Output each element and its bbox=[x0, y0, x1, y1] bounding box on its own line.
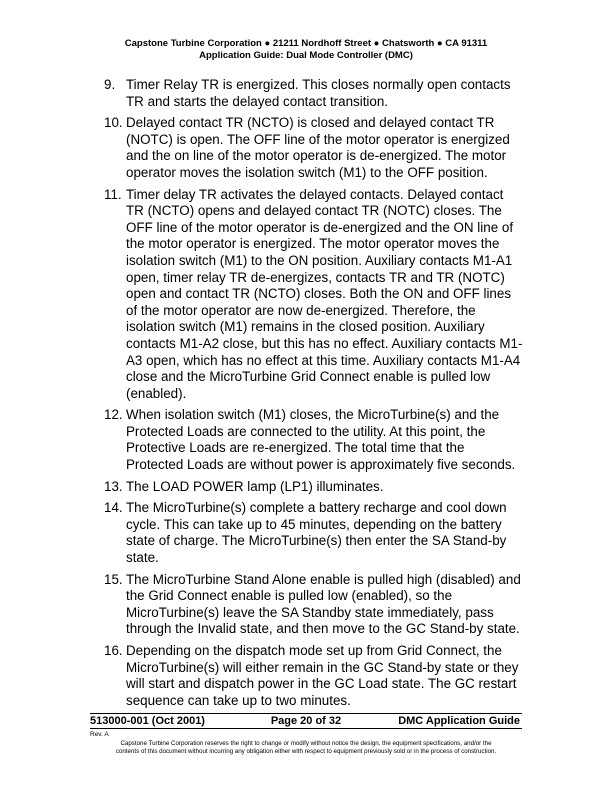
step-text: The LOAD POWER lamp (LP1) illuminates. bbox=[126, 478, 384, 494]
step-number: 9. bbox=[104, 77, 116, 92]
header-guide-title: Application Guide: Dual Mode Controller (DMC) bbox=[199, 50, 413, 61]
step-list bbox=[104, 77, 524, 714]
step-number: 15. bbox=[104, 571, 123, 587]
list-item bbox=[104, 572, 524, 638]
list-item bbox=[104, 115, 524, 181]
step-text: The MicroTurbine(s) complete a battery recharge and cool down cycle. This can take up to 45 minutes, depending on the battery state of charge. The MicroTurbine(s) then enter the SA Stand-by state. bbox=[126, 500, 507, 566]
step-text: The MicroTurbine Stand Alone enable is pulled high (disabled) and the Grid Connect enable is pulled low (enabled), so the MicroTurbine(s) leave the SA Standby state immediately, pass through the Invalid state, and then move to the GC Stand-by state. bbox=[126, 571, 521, 637]
step-number: 13. bbox=[104, 478, 123, 494]
step-text: Delayed contact TR (NCTO) is closed and delayed contact TR (NOTC) is open. The OFF line of the motor operator is energized and the on line of the motor operator is de-energized. The motor operator moves the isolation switch (M1) to the OFF position. bbox=[126, 115, 510, 180]
step-text: Timer delay TR activates the delayed contacts. Delayed contact TR (NCTO) opens and delayed contact TR (NOTC) closes. The OFF line of the motor operator is de-energized and the ON line of the motor operator is energized. The motor operator moves the isolation switch (M1) to the ON position. Auxiliary contacts M1-A1 open, timer relay TR de-energizes, contacts TR and TR (NOTC) open and contact TR (NCTO) closes. Both the ON and OFF lines of the motor operator are now de-energized. Therefore, the isolation switch (M1) remains in the closed position. Auxiliary contacts M1-A2 close, but this has no effect. Auxiliary contacts M1-A3 open, which has no effect at this time. Auxiliary contacts M1-A4 close and the MicroTurbine Grid Connect enable is pulled low (enabled). bbox=[126, 186, 523, 401]
revision-label: Rev. A bbox=[90, 731, 109, 738]
step-text: When isolation switch (M1) closes, the MicroTurbine(s) and the Protected Loads are connected to the utility. At this point, the Protective Loads are re-energized. The total time that the Protected Loads are without power is approximately five seconds. bbox=[126, 407, 516, 473]
disclaimer bbox=[90, 740, 522, 757]
step-text: Timer Relay TR is energized. This closes normally open contacts TR and starts the delayed contact transition. bbox=[126, 77, 511, 109]
list-item bbox=[104, 479, 524, 496]
list-item bbox=[104, 643, 524, 709]
list-item bbox=[104, 187, 524, 403]
disclaimer-line-2: contents of this document without incurring any obligation either with respect to equipment previously sold or in the process of construction. bbox=[115, 748, 497, 756]
step-number: 11. bbox=[104, 186, 122, 202]
list-item bbox=[104, 77, 524, 110]
list-item bbox=[104, 500, 524, 566]
step-number: 10. bbox=[104, 115, 123, 131]
disclaimer-line-1: Capstone Turbine Corporation reserves the right to change or modify without notice the design, the equipment specifications, and/or the bbox=[120, 740, 492, 747]
doc-number: 513000-001 (Oct 2001) bbox=[90, 715, 205, 727]
step-text: Depending on the dispatch mode set up from Grid Connect, the MicroTurbine(s) will either remain in the GC Stand-by state or they will start and dispatch power in the GC Load state. The GC restart sequence can take up to two minutes. bbox=[126, 643, 519, 708]
step-number: 14. bbox=[104, 500, 123, 516]
step-number: 16. bbox=[104, 643, 123, 658]
header-company-address: Capstone Turbine Corporation ● 21211 Nordhoff Street ● Chatsworth ● CA 91311 bbox=[124, 38, 488, 49]
guide-name: DMC Application Guide bbox=[398, 715, 520, 727]
footer-bar bbox=[90, 713, 522, 729]
page-number: Page 20 of 32 bbox=[270, 715, 342, 727]
step-number: 12. bbox=[104, 407, 123, 423]
page-header bbox=[0, 38, 612, 62]
list-item bbox=[104, 407, 524, 473]
